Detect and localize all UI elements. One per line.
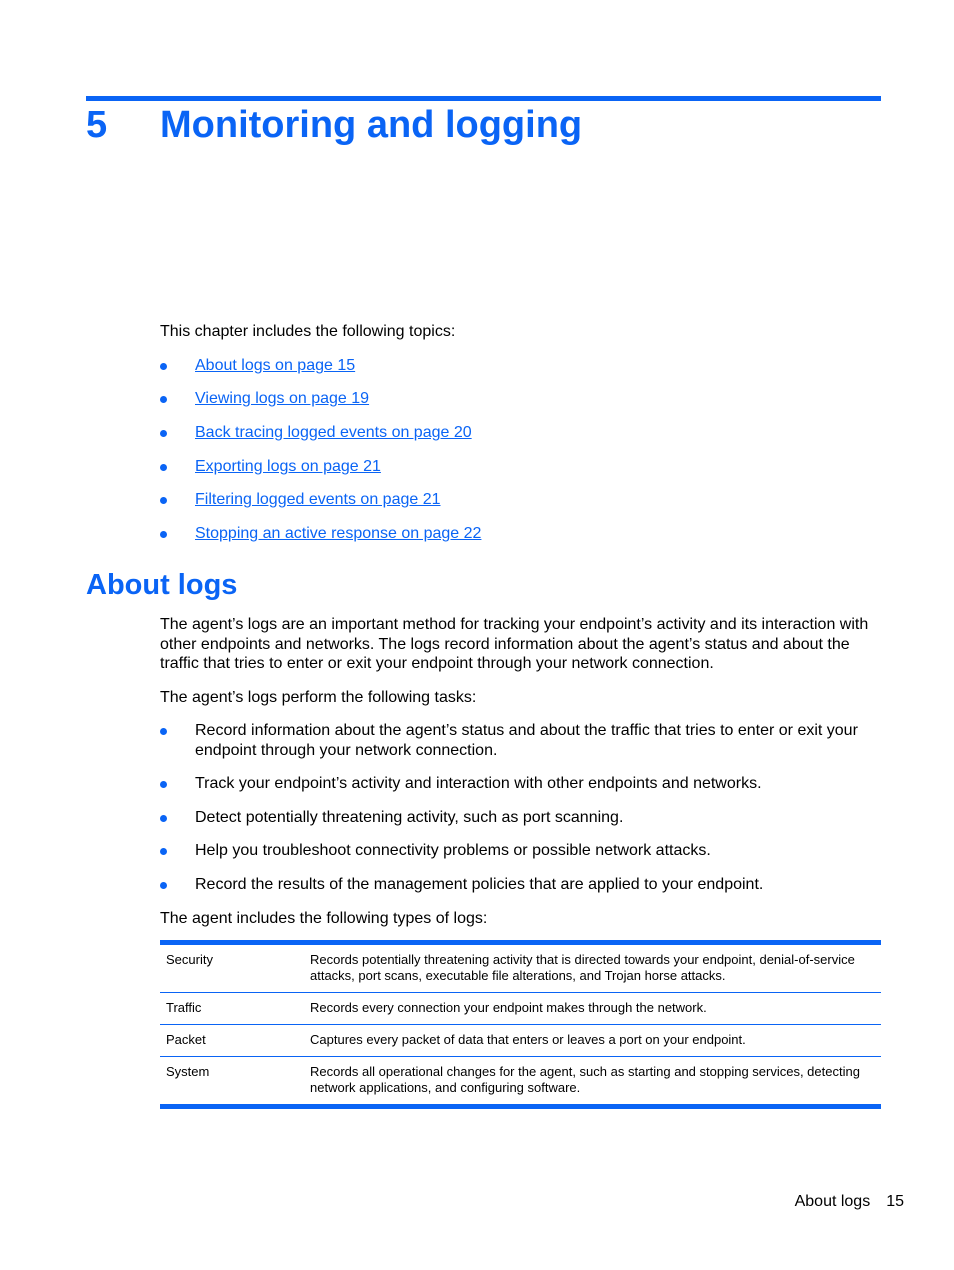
bullet-icon xyxy=(160,531,167,538)
footer-section: About logs xyxy=(794,1193,871,1210)
intro-text: This chapter includes the following topics: xyxy=(160,323,456,340)
chapter-rule xyxy=(86,96,881,101)
task-text: Track your endpoint’s activity and interaction with other endpoints and networks. xyxy=(195,775,762,792)
topic-link-about-logs[interactable]: About logs on page 15 xyxy=(195,357,356,374)
table-row xyxy=(160,993,881,1025)
bullet-icon xyxy=(160,363,167,370)
topic-link-viewing-logs[interactable]: Viewing logs on page 19 xyxy=(195,390,370,407)
table-row xyxy=(160,1025,881,1057)
bullet-icon xyxy=(160,430,167,437)
bullet-icon xyxy=(160,497,167,504)
tasks-intro: The agent’s logs perform the following tasks: xyxy=(160,689,477,706)
log-type-description: Records all operational changes for the agent, such as starting and stopping services, detecting network applications, and configuring software. xyxy=(310,1064,860,1095)
log-types-table xyxy=(160,940,881,1109)
table-row xyxy=(160,945,881,993)
task-text: Record information about the agent’s status and about the traffic that tries to enter or exit your endpoint through your network connection. xyxy=(195,722,858,759)
table-row xyxy=(160,1057,881,1104)
bullet-icon xyxy=(160,396,167,403)
bullet-icon xyxy=(160,848,167,855)
section-heading: About logs xyxy=(86,569,238,601)
chapter-title: Monitoring and logging xyxy=(160,104,583,146)
bullet-icon xyxy=(160,815,167,822)
task-text: Record the results of the management policies that are applied to your endpoint. xyxy=(195,876,764,893)
bullet-icon xyxy=(160,728,167,735)
bullet-icon xyxy=(160,464,167,471)
bullet-icon xyxy=(160,882,167,889)
topic-link-exporting-logs[interactable]: Exporting logs on page 21 xyxy=(195,458,381,475)
section-paragraph: The agent’s logs are an important method for tracking your endpoint’s activity and its interaction with other endpoints and networks. The logs record information about the agent’s status and about the traffic that tries to enter or exit your endpoint through your network connection. xyxy=(160,616,869,672)
chapter-heading xyxy=(86,102,582,148)
log-type-name: Packet xyxy=(166,1032,206,1047)
types-intro: The agent includes the following types of logs: xyxy=(160,910,488,927)
chapter-number: 5 xyxy=(86,104,108,146)
log-type-description: Captures every packet of data that enters or leaves a port on your endpoint. xyxy=(310,1032,746,1047)
log-type-name: Traffic xyxy=(166,1000,202,1015)
page-footer xyxy=(795,1192,904,1212)
bullet-icon xyxy=(160,781,167,788)
topic-link-stopping-response[interactable]: Stopping an active response on page 22 xyxy=(195,525,482,542)
task-text: Detect potentially threatening activity, such as port scanning. xyxy=(195,809,624,826)
page-number: 15 xyxy=(886,1193,904,1210)
log-type-description: Records every connection your endpoint makes through the network. xyxy=(310,1000,707,1015)
log-type-name: Security xyxy=(166,952,213,967)
topic-link-back-tracing[interactable]: Back tracing logged events on page 20 xyxy=(195,424,472,441)
task-text: Help you troubleshoot connectivity problems or possible network attacks. xyxy=(195,842,711,859)
log-type-name: System xyxy=(166,1064,210,1079)
log-type-description: Records potentially threatening activity that is directed towards your endpoint, denial-of-service attacks, port scans, executable file alterations, and Trojan horse attacks. xyxy=(310,952,855,983)
topic-link-filtering-events[interactable]: Filtering logged events on page 21 xyxy=(195,491,441,508)
